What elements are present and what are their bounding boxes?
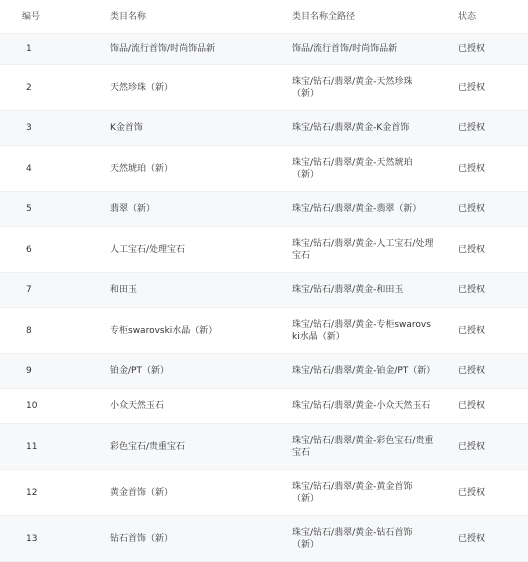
row-status: 已授权 xyxy=(458,244,486,255)
table-row xyxy=(0,516,528,562)
row-status: 已授权 xyxy=(458,44,486,54)
row-number: 7 xyxy=(26,285,32,295)
row-number: 11 xyxy=(26,441,38,452)
row-number: 9 xyxy=(26,366,32,376)
row-category-path: 珠宝/钻石/翡翠/黄金-小众天然玉石 xyxy=(292,401,431,411)
row-status: 已授权 xyxy=(458,366,486,376)
row-category-name: 铂金/PT（新） xyxy=(110,366,169,376)
row-category-path: 珠宝/钻石/翡翠/黄金-天然珍珠（新） xyxy=(292,76,413,99)
row-category-name: 彩色宝石/贵重宝石 xyxy=(110,441,186,452)
row-status: 已授权 xyxy=(458,285,486,295)
row-category-path: 珠宝/钻石/翡翠/黄金-铂金/PT（新） xyxy=(292,366,436,376)
row-category-path: 珠宝/钻石/翡翠/黄金-专柜swarovski水晶（新） xyxy=(292,319,431,342)
row-status: 已授权 xyxy=(458,325,486,336)
header-category-path: 类目名称全路径 xyxy=(292,11,356,22)
row-category-name: 专柜swarovski水晶（新） xyxy=(110,325,218,336)
table-row xyxy=(0,192,528,227)
row-category-name: 天然珍珠（新） xyxy=(110,82,174,93)
row-category-name: 小众天然玉石 xyxy=(110,401,165,411)
table-row xyxy=(0,389,528,424)
row-number: 1 xyxy=(26,44,32,54)
row-status: 已授权 xyxy=(458,487,486,498)
row-category-name: 饰品/流行首饰/时尚饰品新 xyxy=(110,44,216,54)
row-category-path: 珠宝/钻石/翡翠/黄金-人工宝石/处理宝石 xyxy=(292,238,434,261)
row-number: 8 xyxy=(26,325,32,336)
header-status: 状态 xyxy=(458,11,477,22)
row-number: 12 xyxy=(26,487,38,498)
row-status: 已授权 xyxy=(458,401,486,411)
row-number: 13 xyxy=(26,533,38,544)
row-category-name: 天然琥珀（新） xyxy=(110,163,174,174)
row-category-path: 珠宝/钻石/翡翠/黄金-天然琥珀（新） xyxy=(292,157,413,180)
row-number: 4 xyxy=(26,163,32,174)
row-category-name: 钻石首饰（新） xyxy=(110,533,174,544)
row-number: 10 xyxy=(26,401,38,411)
row-category-path: 珠宝/钻石/翡翠/黄金-彩色宝石/贵重宝石 xyxy=(292,435,434,458)
table-row xyxy=(0,146,528,192)
row-category-path: 饰品/流行首饰/时尚饰品新 xyxy=(292,44,398,54)
row-status: 已授权 xyxy=(458,441,486,452)
row-category-path: 珠宝/钻石/翡翠/黄金-和田玉 xyxy=(292,285,404,295)
row-number: 6 xyxy=(26,244,32,255)
row-number: 3 xyxy=(26,123,32,133)
table-row xyxy=(0,34,528,65)
row-number: 5 xyxy=(26,204,32,214)
table-row xyxy=(0,65,528,111)
row-number: 2 xyxy=(26,82,32,93)
row-category-name: 和田玉 xyxy=(110,285,138,295)
row-status: 已授权 xyxy=(458,82,486,93)
header-category-name: 类目名称 xyxy=(110,11,147,22)
table-header xyxy=(0,0,528,34)
table-row xyxy=(0,308,528,354)
row-category-name: 翡翠（新） xyxy=(110,204,156,214)
row-category-name: 黄金首饰（新） xyxy=(110,487,174,498)
row-category-name: K金首饰 xyxy=(110,123,143,133)
table-row xyxy=(0,354,528,389)
row-category-path: 珠宝/钻石/翡翠/黄金-翡翠（新） xyxy=(292,204,422,214)
row-status: 已授权 xyxy=(458,123,486,133)
row-status: 已授权 xyxy=(458,163,486,174)
header-number: 编号 xyxy=(22,11,41,22)
row-status: 已授权 xyxy=(458,204,486,214)
table-row xyxy=(0,227,528,273)
table-row xyxy=(0,470,528,516)
row-category-path: 珠宝/钻石/翡翠/黄金-黄金首饰（新） xyxy=(292,481,413,504)
row-category-path: 珠宝/钻石/翡翠/黄金-K金首饰 xyxy=(292,123,410,133)
row-category-name: 人工宝石/处理宝石 xyxy=(110,244,186,255)
row-status: 已授权 xyxy=(458,533,486,544)
table-row xyxy=(0,424,528,470)
row-category-path: 珠宝/钻石/翡翠/黄金-钻石首饰（新） xyxy=(292,527,413,550)
table-row xyxy=(0,111,528,146)
table-row xyxy=(0,273,528,308)
